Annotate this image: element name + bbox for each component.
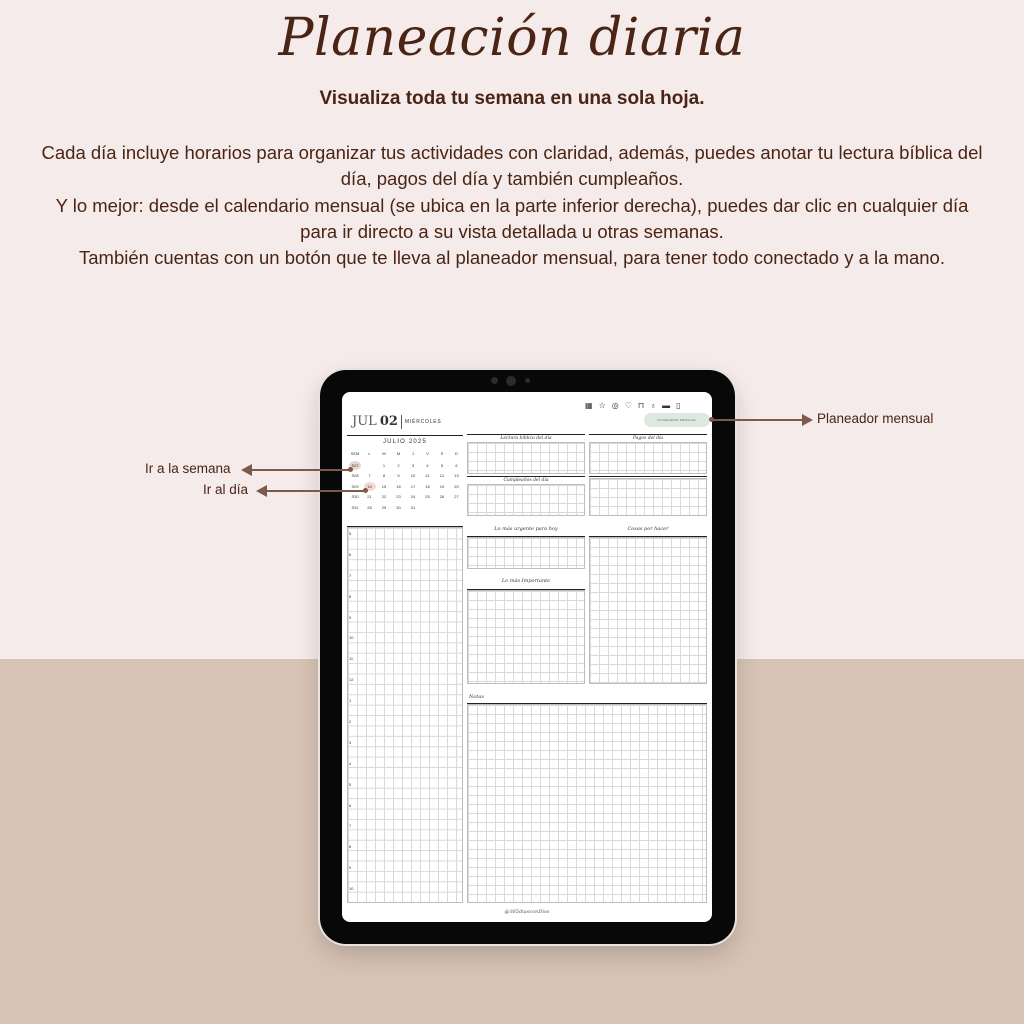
hour-label: 8 [349,844,352,850]
calendar-day-link[interactable]: 1 [382,462,386,468]
clipboard-icon[interactable]: ▯ [676,401,681,410]
notes-label: Notas [469,694,484,700]
hour-label: 9 [349,614,352,620]
calendar-day-link[interactable]: 3 [411,462,415,468]
calendar-day-link[interactable]: 23 [396,494,401,499]
calendar-header-cell: V [426,451,429,456]
most-urgent-grid[interactable] [467,537,585,569]
calendar-day-link[interactable]: 22 [381,494,387,499]
hour-label: 7 [349,572,352,578]
payments-label: Pagos del día [632,436,664,441]
calendar-header-cell: SEM [350,451,360,456]
hour-label: 3 [349,739,352,745]
camera-dot [491,377,498,384]
calendar-day-link[interactable]: 15 [381,483,387,489]
hours-column [347,527,359,903]
date-header [352,414,442,429]
calendar-header-cell: J [412,451,414,456]
calendar-day-link[interactable]: 20 [454,483,459,489]
date-day: 02 [379,414,398,429]
calendar-week-link[interactable]: S27 [349,461,361,470]
calendar-day-link[interactable]: 31 [410,504,416,510]
planner-screen [342,392,712,922]
hour-label: 6 [349,802,352,808]
calendar-icon[interactable]: ▦ [585,401,593,410]
annotation-dot [348,467,353,472]
calendar-day-link[interactable]: 29 [381,504,387,510]
description [36,140,988,271]
hour-label: 10 [349,886,354,892]
sensor-dot [525,378,530,383]
annotation-line [265,490,365,492]
go-to-week-annotation: Ir a la semana [145,461,231,476]
calendar-header-cell: M [382,451,386,456]
date-weekday: MIÉRCOLES [404,418,442,425]
birthdays-grid[interactable] [467,484,585,516]
hour-label: 10 [349,635,354,641]
description-paragraph: Cada día incluye horarios para organizar tus actividades con claridad, además, puedes anotar tu lectura bíblica del día, pagos del día y también cumpleaños. [41,142,983,190]
calendar-day-link[interactable]: 4 [426,462,429,468]
payments-extra-rule [589,476,707,477]
annotation-line [711,419,803,421]
calendar-week-link[interactable]: S31 [351,504,359,510]
calendar-day-link[interactable]: 26 [439,494,445,499]
footer-handle: @365diasconDios [504,909,550,915]
calendar-day-link[interactable]: 11 [425,473,430,478]
calendar-day-link[interactable]: 30 [396,504,401,510]
most-urgent-label: Lo más urgente para hoy [494,526,558,532]
calendar-day-link[interactable]: 10 [410,473,416,478]
page-title: Planeación diaria [278,8,746,68]
date-month: JUL [352,414,377,429]
calendar-day-link[interactable]: 25 [425,494,430,499]
calendar-day-link[interactable]: 9 [397,473,400,478]
hour-label: 4 [349,760,352,766]
mini-calendar [349,449,465,519]
hour-label: 5 [349,781,352,787]
date-divider [401,415,402,429]
hour-label: 5 [349,531,352,536]
heart-icon[interactable]: ♡ [624,401,632,410]
tablet-device [320,370,735,944]
calendar-day-link[interactable]: 12 [439,473,445,478]
annotation-dot [363,488,368,493]
calendar-day-link[interactable]: 28 [367,504,372,510]
calendar-week-link[interactable]: S28 [351,473,359,478]
calendar-header-cell: S [440,451,444,456]
calendar-day-link[interactable]: 27 [454,494,459,499]
most-important-label: Lo más Importante [501,578,551,584]
hour-label: 9 [349,865,352,871]
calendar-day-link[interactable]: 16 [396,483,401,489]
arrow-right-icon [802,414,813,426]
bible-reading-label: Lectura bíblica del día [500,436,552,441]
birthdays-label: Cumpleaños del día [503,478,549,483]
calendar-day-link[interactable]: 17 [410,483,416,489]
target-icon[interactable]: ◎ [611,401,619,410]
monthly-planner-annotation: Planeador mensual [817,411,934,426]
calendar-day-link[interactable]: 2 [397,462,400,468]
hour-label: 12 [349,677,354,683]
calendar-day-link[interactable]: 14 [364,482,376,491]
book-icon[interactable]: ⊓ [637,401,645,410]
schedule-grid[interactable] [347,527,463,903]
birthdays-rule [467,476,585,477]
calendar-day-link[interactable]: 21 [367,494,372,499]
description-paragraph: También cuentas con un botón que te lleva al planeador mensual, para tener todo conectado y a la mano. [79,247,945,269]
annotation-line [250,469,350,471]
calendar-header-cell: D [455,451,458,456]
calendar-day-link[interactable]: 19 [439,483,445,489]
hour-label: 8 [349,593,352,599]
hour-label: 7 [349,823,352,829]
things-to-do-label: Cosas por hacer [627,526,669,532]
card-icon[interactable]: ▬ [662,401,671,410]
page-subtitle: Visualiza toda tu semana en una sola hoja. [319,88,705,109]
description-paragraph: Y lo mejor: desde el calendario mensual (se ubica en la parte inferior derecha), puedes dar clic en cualquier día para ir directo a su vista detallada u otras semanas. [55,194,969,242]
calendar-week-link[interactable]: S30 [351,494,359,499]
hour-label: 6 [349,551,352,557]
camera-lens [506,376,516,386]
top-icon-bar [585,402,681,410]
payments-grid[interactable] [589,442,707,474]
calendar-week-link[interactable]: S29 [351,483,359,489]
calendar-day-link[interactable]: 13 [454,473,459,478]
calendar-day-link[interactable]: 5 [440,462,444,468]
calendar-header-cell: M [396,451,401,456]
calendar-day-link[interactable]: 6 [455,462,458,468]
go-to-day-annotation: Ir al día [203,482,249,497]
lightbulb-icon[interactable]: ♁ [650,401,657,410]
hour-label: 1 [349,698,352,704]
bible-reading-grid[interactable] [467,442,585,474]
payments-extra-grid[interactable] [589,478,707,516]
monthly-planner-button[interactable]: PLANEADOR MENSUAL [644,413,710,427]
calendar-day-link[interactable]: 7 [368,473,371,478]
most-important-grid[interactable] [467,590,585,684]
calendar-day-link[interactable]: 18 [425,483,430,489]
calendar-rule [347,435,463,436]
bible-rule [467,434,585,435]
hour-label: 2 [349,719,352,724]
calendar-day-link[interactable]: 24 [410,494,416,499]
calendar-day-link[interactable]: 8 [382,473,386,478]
payments-rule [589,434,707,435]
star-icon[interactable]: ☆ [598,401,606,410]
calendar-header-cell: L [368,451,371,456]
things-to-do-grid[interactable] [589,537,707,684]
notes-grid[interactable] [467,704,707,903]
hour-label: 11 [349,656,354,662]
calendar-title: JULIO 2025 [382,439,428,445]
